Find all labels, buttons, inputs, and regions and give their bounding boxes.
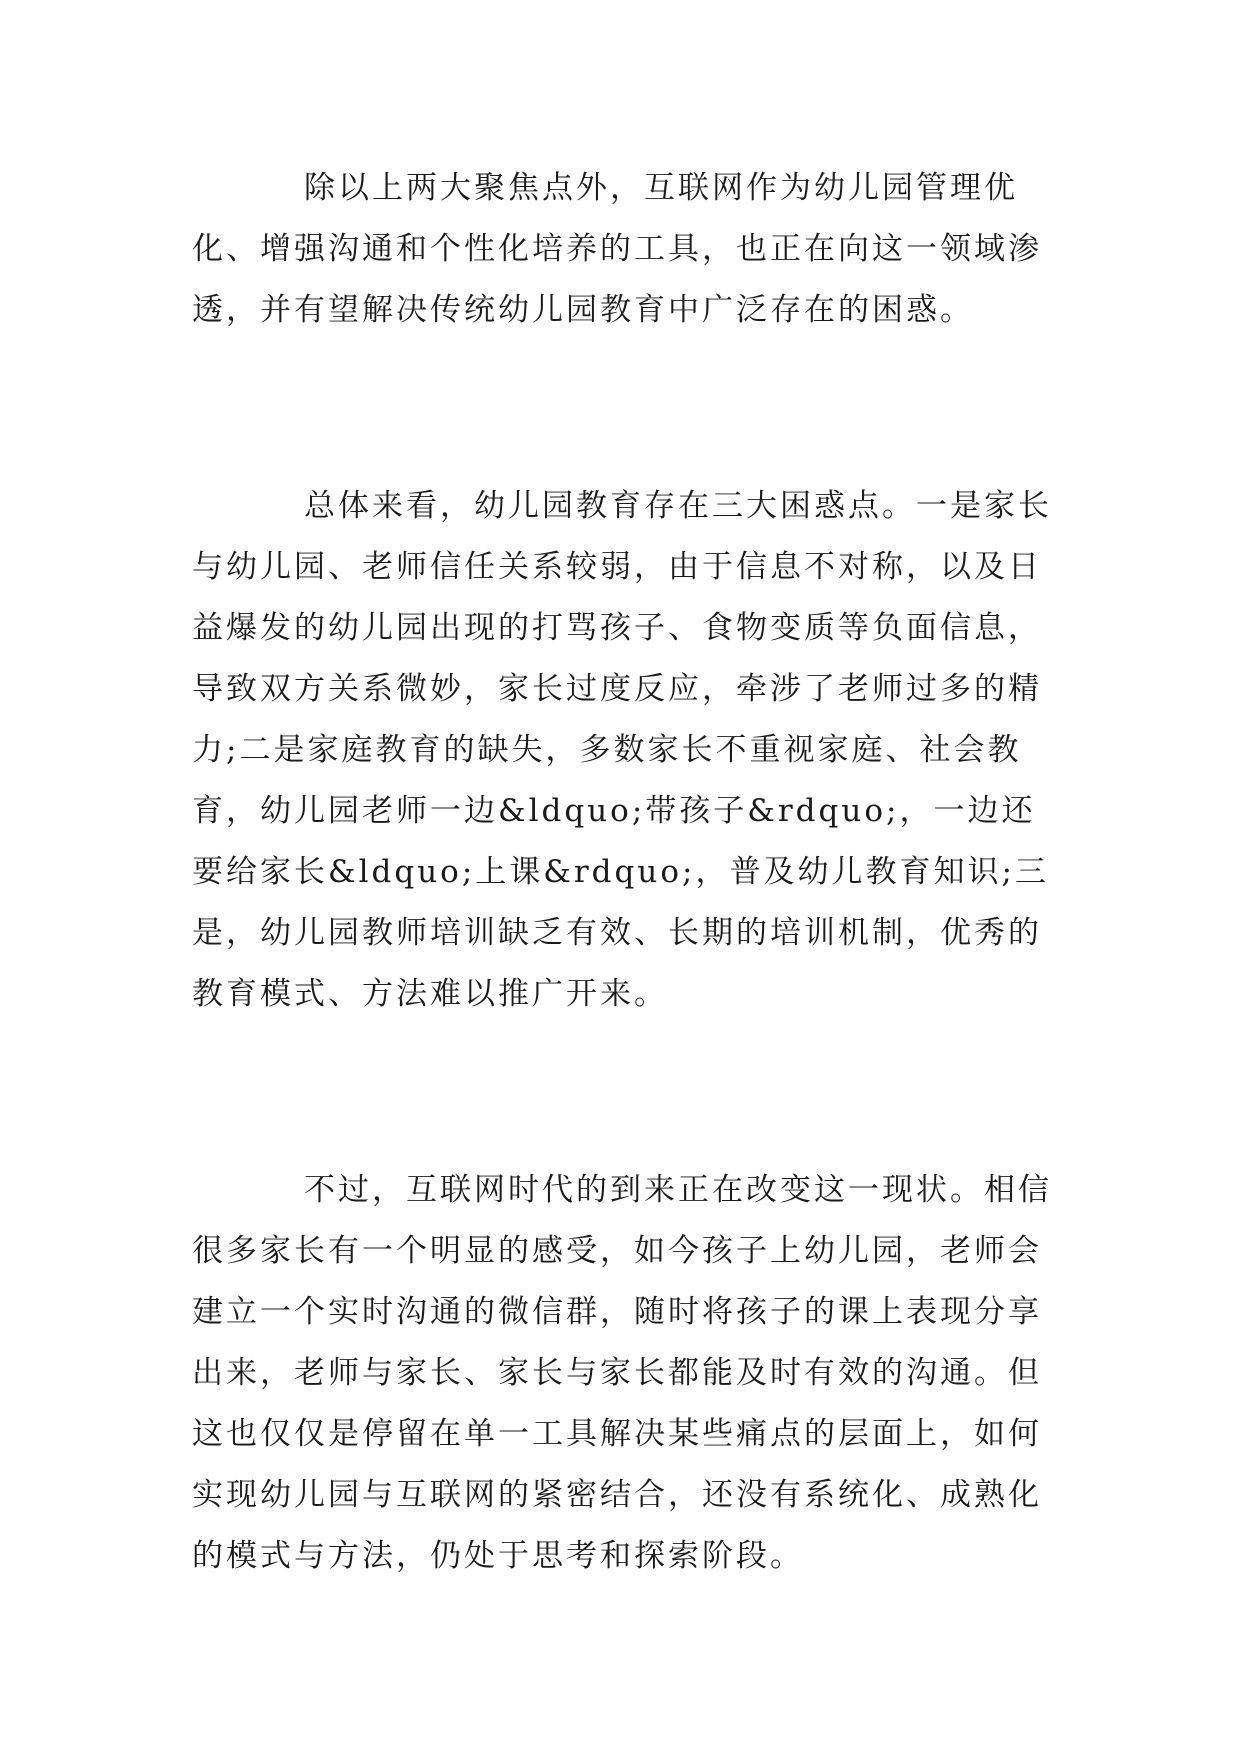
document-body (192, 158, 1062, 1587)
paragraph: 不过，互联网时代的到来正在改变这一现状。相信很多家长有一个明显的感受，如今孩子上幼儿园，老师会建立一个实时沟通的微信群，随时将孩子的课上表现分享出来，老师与家长、家长与家长都能及时有效的沟通。但这也仅仅是停留在单一工具解决某些痛点的层面上，如何实现幼儿园与互联网的紧密结合，还没有系统化、成熟化的模式与方法，仍处于思考和探索阶段。 (192, 1172, 1052, 1574)
paragraph: 总体来看，幼儿园教育存在三大困惑点。一是家长与幼儿园、老师信任关系较弱，由于信息不对称，以及日益爆发的幼儿园出现的打骂孩子、食物变质等负面信息，导致双方关系微妙，家长过度反应，牵涉了老师过多的精力;二是家庭教育的缺失，多数家长不重视家庭、社会教育，幼儿园老师一边&ldquo;带孩子&rdquo;，一边还要给家长&ldquo;上课&rdquo;，普及幼儿教育知识;三是，幼儿园教师培训缺乏有效、长期的培训机制，优秀的教育模式、方法难以推广开来。 (192, 488, 1052, 1012)
paragraph: 除以上两大聚焦点外，互联网作为幼儿园管理优化、增强沟通和个性化培养的工具，也正在向这一领域渗透，并有望解决传统幼儿园教育中广泛存在的困惑。 (192, 170, 1042, 328)
